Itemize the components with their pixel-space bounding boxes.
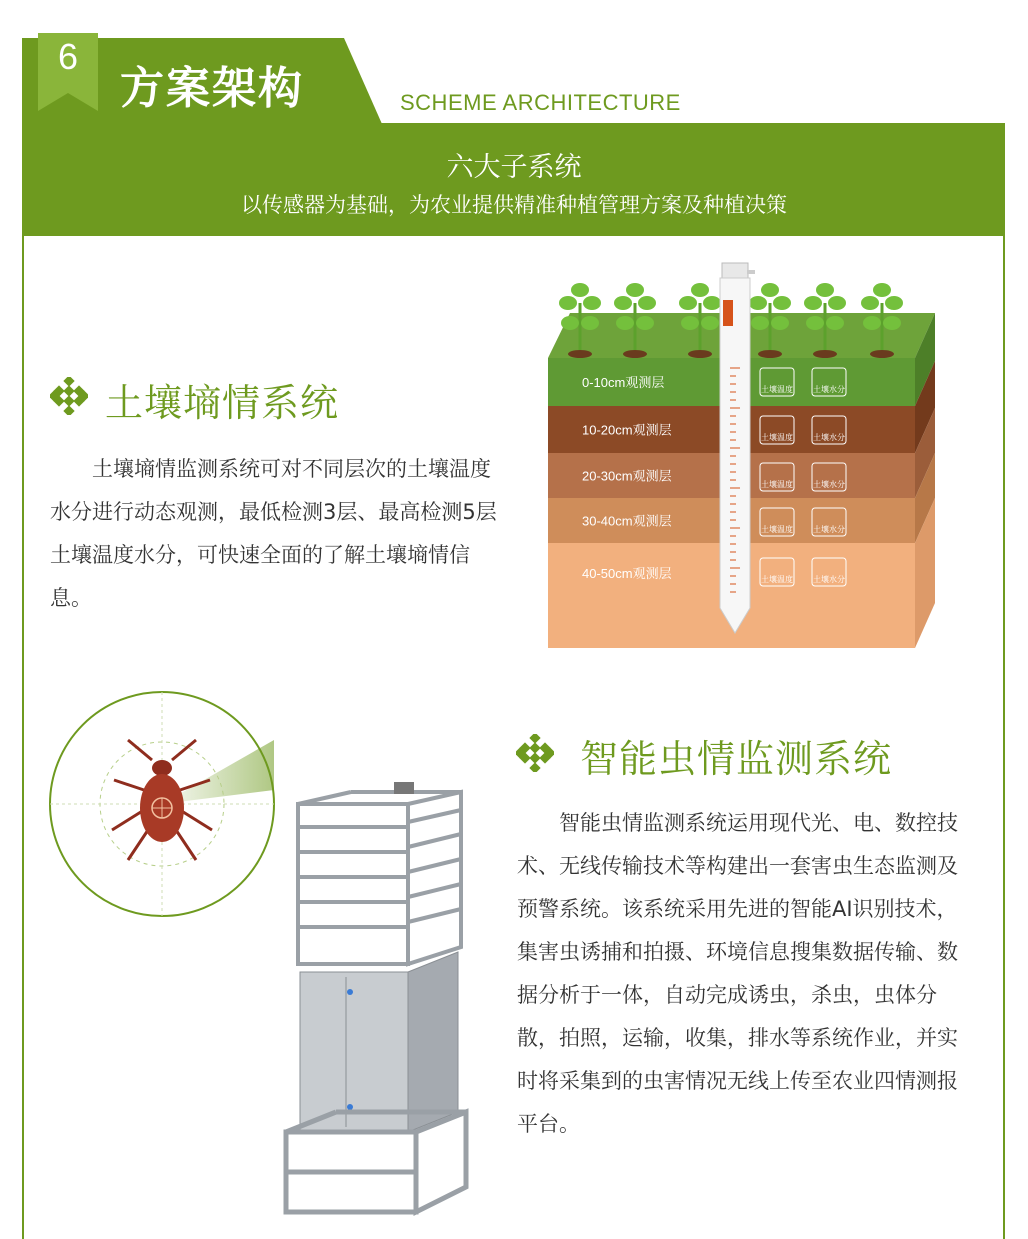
sensor-tag-label: 土壤水分 <box>813 385 845 394</box>
sensor-tag-label: 土壤水分 <box>813 433 845 442</box>
soil-section-title: 土壤墒情系统 <box>105 381 340 425</box>
sensor-tag-label: 土壤温度 <box>761 525 793 534</box>
banner-title: 六大子系统 <box>446 152 582 183</box>
probe-badge <box>723 300 733 326</box>
soil-probe <box>720 263 755 633</box>
pest-description: 智能虫情监测系统运用现代光、电、数控技术、无线传输技术等构建出一套害虫生态监测及预警系统。该系统采用先进的智能AI识别技术，集害虫诱捕和拍摄、环境信息搜集数据传输、数据分析于一体，自动完成诱虫，杀虫，虫体分散，拍照，运输，收集，排水等系统作业，并实时将采集到的虫害情况无线上传至农业四情测报平台。 <box>517 811 958 1136</box>
soil-layers-diagram <box>540 258 940 653</box>
pest-section-title: 智能虫情监测系统 <box>580 737 893 781</box>
soil-layer-label: 20-30cm观测层 <box>582 468 672 484</box>
sensor-tag-label: 土壤温度 <box>761 575 793 584</box>
sensor-tag-label: 土壤温度 <box>761 433 793 442</box>
sensor-tag-label: 土壤水分 <box>813 480 845 489</box>
dots-grid-icon <box>516 734 554 772</box>
sensor-tag-label: 土壤温度 <box>761 385 793 394</box>
sensor-tag-label: 土壤温度 <box>761 480 793 489</box>
soil-layer-label: 30-40cm观测层 <box>582 513 672 529</box>
section-title: 方案架构 <box>120 63 304 114</box>
section-number: 6 <box>57 36 79 77</box>
sensor-tag-label: 土壤水分 <box>813 575 845 584</box>
soil-description: 土壤墒情监测系统可对不同层次的土壤温度水分进行动态观测，最低检测3层、最高检测5层土壤温度水分，可快速全面的了解土壤墒情信息。 <box>50 457 497 610</box>
pest-target-illustration <box>48 690 276 918</box>
section-title-en: SCHEME ARCHITECTURE <box>400 90 681 115</box>
soil-layer-label: 10-20cm观测层 <box>582 422 672 438</box>
sensor-tag-label: 土壤水分 <box>813 525 845 534</box>
dots-grid-icon <box>50 377 88 415</box>
soil-layer-label: 40-50cm观测层 <box>582 566 672 581</box>
soil-layer-label: 0-10cm观测层 <box>582 375 665 390</box>
pest-monitor-device-image <box>276 782 488 1232</box>
banner-subtitle: 以传感器为基础，为农业提供精准种植管理方案及种植决策 <box>241 193 787 217</box>
